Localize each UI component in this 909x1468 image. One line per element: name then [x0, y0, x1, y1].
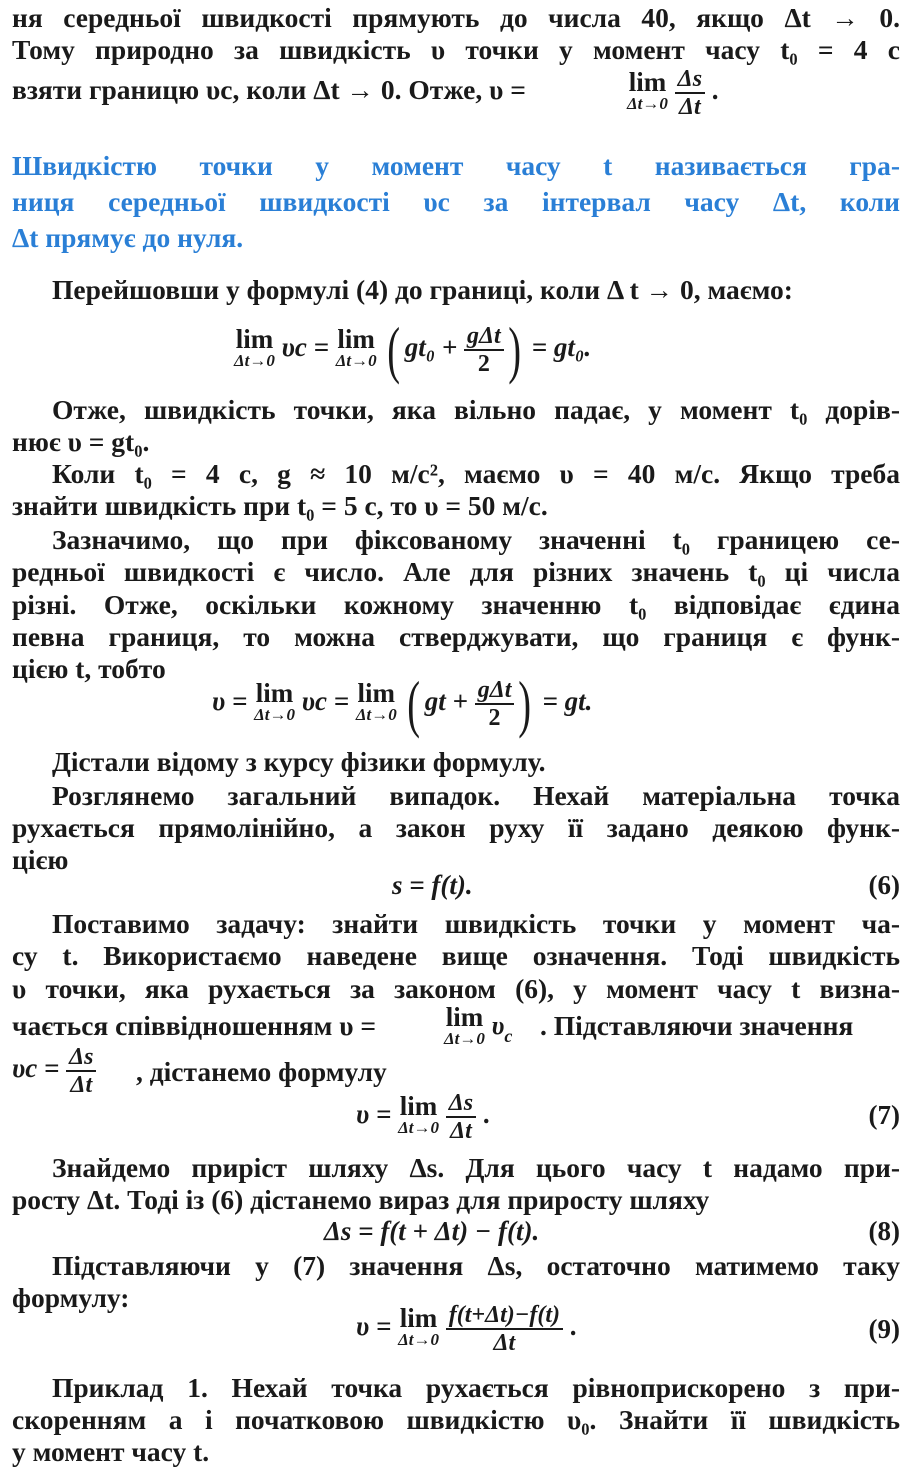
text-line: су t. Використаємо наведене вище означення. Тоді швидкість	[12, 940, 900, 971]
equation-number: (9)	[868, 1314, 900, 1344]
text-line: Тому природно за швидкість υ точки у момент часу t₀ = 4 с	[12, 34, 900, 65]
example-line: скоренням a і початковою швидкістю υ₀. Знайти її швидкість	[12, 1404, 900, 1435]
equation-number: (7)	[868, 1100, 900, 1130]
text-line: знайти швидкість при t₀ = 5 с, то υ = 50 м/с.	[12, 490, 548, 521]
formula-limit-gt: υ = lim Δt→0 υc = lim Δt→0 ( gt + $\frac{\text{gΔt}}{2}$ ) = gt.	[212, 668, 593, 739]
text-line: росту Δt. Тоді із (6) дістанемо вираз для приросту шляху	[12, 1184, 710, 1215]
text-line: цією t, тобто	[12, 653, 166, 684]
text-line: υ точки, яка рухається за законом (6), у момент часу t визна-	[12, 973, 900, 1004]
text-line: Підставляючи у (7) значення Δs, остаточно матимемо таку	[52, 1250, 900, 1281]
formula-limit-gt0: lim Δt→0 υc = lim Δt→0 ( gt₀ + $\frac{\text{gΔt}}{2}$ ) = gt₀.	[234, 314, 592, 385]
formula-inline-limit-vc: lim Δt→0 $\upsilon_c$	[444, 1002, 513, 1048]
text-line: чається співвідношенням υ =	[12, 1010, 377, 1041]
example-line: у момент часу t.	[12, 1436, 210, 1467]
definition-line: Швидкістю точки у момент часу t називається гра-	[12, 150, 900, 181]
text-line: , дістанемо формулу	[136, 1056, 387, 1087]
formula-9: υ = lim Δt→0 $\frac{f(t+\Delta t)-f(t)}{\Delta t}$ .	[356, 1302, 577, 1356]
text-line: формулу:	[12, 1282, 130, 1313]
text-line: Знайдемо приріст шляху Δs. Для цього часу t надамо при-	[52, 1152, 900, 1183]
text-line: Розглянемо загальний випадок. Нехай матеріальна точка	[52, 780, 900, 811]
text-line: рухається прямолінійно, а закон руху її задано деякою функ-	[12, 812, 900, 843]
text-line: Коли t₀ = 4 с, g ≈ 10 м/с², маємо υ = 40 м/с. Якщо треба	[52, 458, 900, 489]
text-line: редньої швидкості є число. Але для різних значень t₀ ці числа	[12, 556, 900, 587]
text-line: Дістали відому з курсу фізики формулу.	[52, 746, 546, 777]
formula-limit-ds-dt: lim Δt→0 $\frac{\Delta s}{\Delta t}$ .	[627, 66, 719, 120]
example-line: Приклад 1. Нехай точка рухається рівноприскорено з при-	[52, 1372, 901, 1403]
formula-8: Δs = f(t + Δt) − f(t).	[324, 1216, 540, 1246]
text-line: Отже, швидкість точки, яка вільно падає, у момент t₀ дорів-	[52, 394, 900, 425]
example-label: Приклад 1.	[52, 1372, 208, 1403]
text-line: нює υ = gt₀.	[12, 426, 150, 457]
definition-line: Δt прямує до нуля.	[12, 222, 244, 253]
formula-7: υ = lim Δt→0 $\frac{\Delta s}{\Delta t}$ .	[356, 1090, 490, 1144]
formula-vc-ds-dt: υc = $\frac{\Delta s}{\Delta t}$	[12, 1044, 96, 1098]
text-line: Перейшовши у формулі (4) до границі, коли Δ t → 0, маємо:	[52, 274, 793, 305]
text-line: різні. Отже, оскільки кожному значенню t₀ відповідає єдина	[12, 589, 900, 620]
definition-line: ниця середньої швидкості υc за інтервал часу Δt, коли	[12, 186, 900, 217]
text-line: цією	[12, 844, 69, 875]
equation-number: (6)	[868, 870, 900, 900]
text-line: Зазначимо, що при фіксованому значенні t₀ границею се-	[52, 524, 900, 555]
text-line: . Підставляючи значення	[540, 1010, 854, 1041]
text-line: ня середньої швидкості прямують до числа 40, якщо Δt → 0.	[12, 2, 900, 33]
formula-6: s = f(t).	[392, 870, 473, 900]
text-line: певна границя, то можна стверджувати, що границя є функ-	[12, 621, 900, 652]
text-line: взяти границю υc, коли Δt → 0. Отже, υ =	[12, 74, 526, 105]
text-line: Поставимо задачу: знайти швидкість точки у момент ча-	[52, 908, 900, 939]
equation-number: (8)	[868, 1216, 900, 1246]
